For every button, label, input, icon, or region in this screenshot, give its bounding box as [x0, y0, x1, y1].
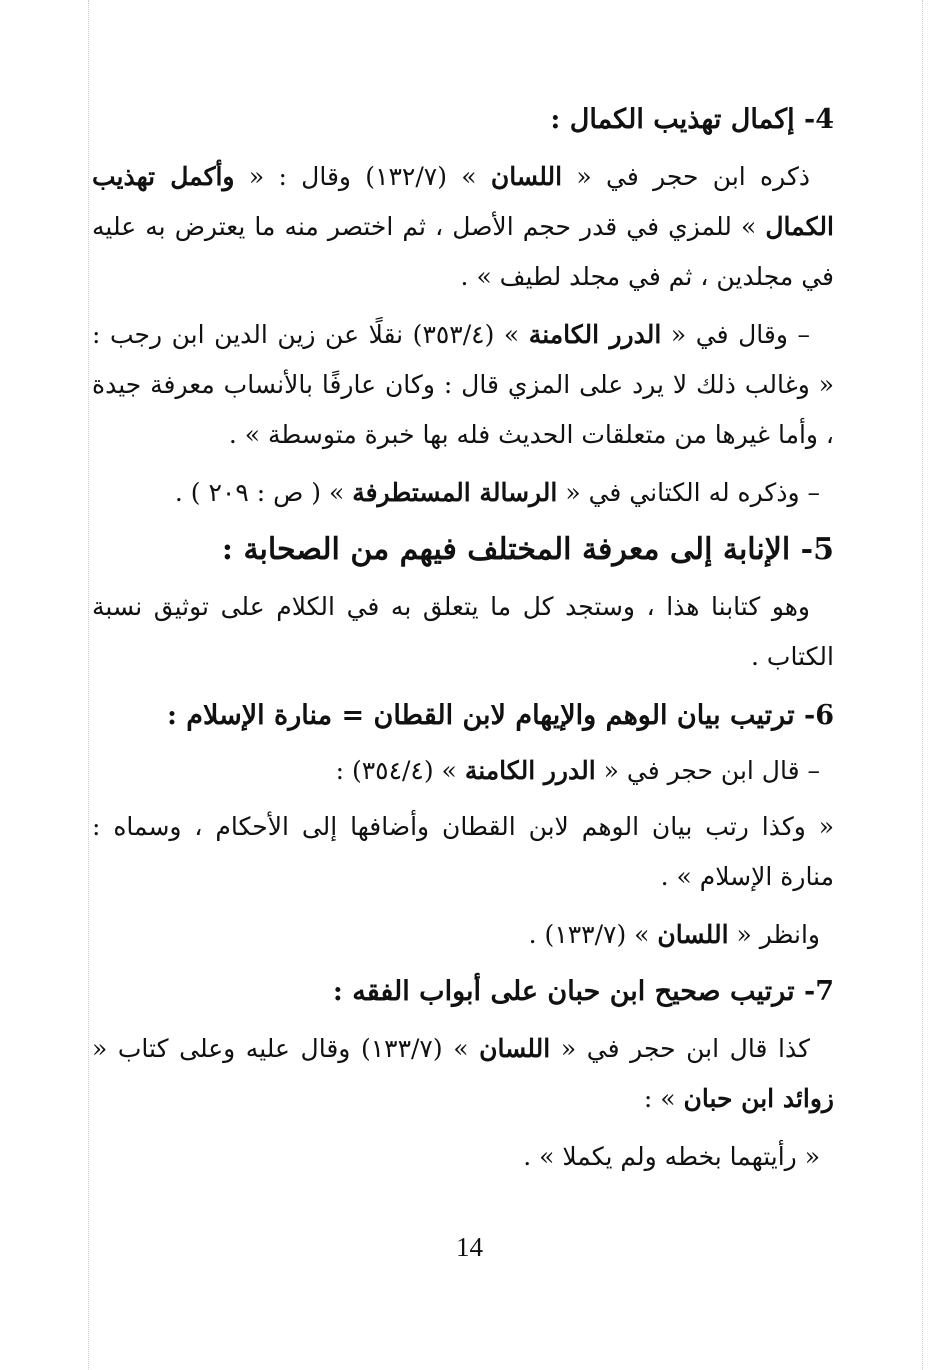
text-run: كذا قال ابن حجر في «: [550, 1034, 810, 1063]
text-run: وانظر «: [728, 920, 820, 949]
text-run: وهو كتابنا هذا ، وستجد كل ما يتعلق به في الكلام على توثيق نسبة الكتاب .: [92, 592, 834, 671]
text-run: » :: [643, 1084, 684, 1113]
margin-guide-left: [88, 0, 89, 1370]
bold-text: اللسان: [479, 1034, 551, 1063]
paragraph: [92, 310, 834, 460]
text-run: ذكره ابن حجر في «: [562, 162, 810, 191]
section-6: [92, 690, 834, 960]
page-number: 14: [456, 1232, 483, 1262]
text-run: » (١٣٣/٧) .: [528, 920, 658, 949]
text-run: – وذكره له الكتاني في «: [557, 478, 820, 507]
text-run: « رأيتهما بخطه ولم يكملا » .: [523, 1142, 820, 1171]
bold-text: اللسان: [657, 920, 729, 949]
text-run: » (١٣٢/٧) وقال : «: [234, 162, 491, 191]
bold-text: الدرر الكامنة: [528, 320, 662, 349]
section-4: [92, 94, 834, 518]
bold-text: اللسان: [490, 162, 563, 191]
text-run: » ( ص : ٢٠٩ ) .: [174, 478, 353, 507]
paragraph: [92, 152, 834, 302]
paragraph: [92, 1024, 834, 1124]
paragraph: [92, 746, 834, 796]
paragraph: [92, 910, 834, 960]
section-heading: 7- ترتيب صحيح ابن حبان على أبواب الفقه :: [332, 976, 834, 1007]
section-heading: 6- ترتيب بيان الوهم والإيهام لابن القطان = منارة الإسلام :: [166, 700, 834, 731]
quote-paragraph: [92, 1132, 834, 1182]
bold-text: وأكمل تهذيب الكمال: [92, 162, 834, 241]
text-run: » (٣٥٤/٤) :: [335, 756, 465, 785]
text-run: – قال ابن حجر في «: [595, 756, 820, 785]
paragraph: [92, 582, 834, 682]
section-5: [92, 524, 834, 682]
section-heading: 4- إكمال تهذيب الكمال :: [550, 104, 834, 135]
page-body: [92, 94, 834, 1188]
section-7: [92, 966, 834, 1182]
section-heading: 5- الإنابة إلى معرفة المختلف فيهم من الصحابة :: [221, 532, 834, 567]
margin-guide-right: [922, 0, 923, 1370]
bold-text: الرسالة المستطرفة: [352, 478, 558, 507]
text-run: » (٣٥٣/٤) نقلًا عن زين الدين ابن رجب : « وغالب ذلك لا يرد على المزي قال : وكان عارفًا بالأنساب معرفة جيدة ، وأما غيرها من متعلقات الحديث فله بها خبرة متوسطة » .: [92, 320, 834, 449]
text-run: – وقال في «: [661, 320, 810, 349]
paragraph: [92, 468, 834, 518]
text-run: » (١٣٣/٧) وقال عليه وعلى كتاب «: [92, 1034, 480, 1063]
quote-paragraph: « وكذا رتب بيان الوهم لابن القطان وأضافها إلى الأحكام ، وسماه : منارة الإسلام » .: [92, 812, 834, 891]
text-run: » للمزي في قدر حجم الأصل ، ثم اختصر منه ما يعترض به عليه في مجلدين ، ثم في مجلد لطيف » .: [92, 212, 834, 291]
bold-text: زوائد ابن حبان: [683, 1084, 834, 1113]
bold-text: الدرر الكامنة: [464, 756, 596, 785]
